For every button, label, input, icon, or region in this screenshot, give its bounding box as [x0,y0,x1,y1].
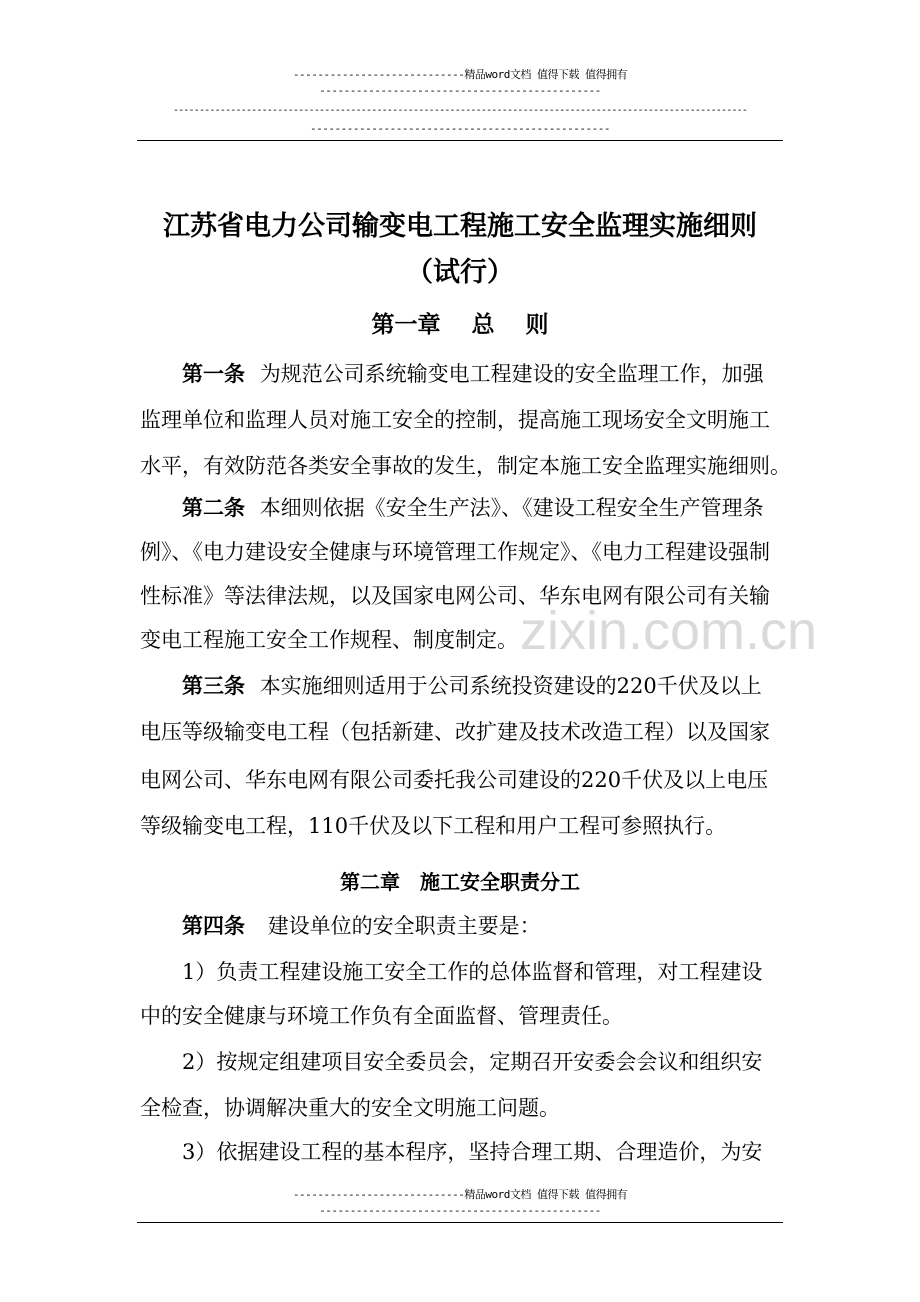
article-1-line-1 [182,360,764,388]
article-4-line-1 [182,912,541,940]
article-3-line-3: 电网公司、华东电网有限公司委托我公司建设的220千伏及以上电压 [140,768,769,792]
chapter-2-heading: 第二章 施工安全职责分工 [340,870,580,894]
header-rule [137,140,783,141]
article-1-label: 第一条 [182,361,245,386]
article-1-line-3: 水平，有效防范各类安全事故的发生，制定本施工安全监理实施细则。 [140,454,791,478]
article-2-label: 第二条 [182,495,245,520]
footer-rule [137,1222,783,1223]
header-line-3: -------------------------------------------------------------------------------------------------------------- [172,105,748,116]
article-2-line-3: 性标准》等法律法规，以及国家电网公司、华东电网有限公司有关输 [140,584,770,608]
header-line-4: ------------------------------------------------- [309,122,610,135]
article-3-text-1: 本实施细则适用于公司系统投资建设的220千伏及以上 [259,674,762,698]
article-3-label: 第三条 [182,673,245,698]
header-line-1: ----------------------------精品word文档 值得下载 值得拥有 [292,68,628,81]
article-3-line-1 [182,672,762,700]
item-2-line-2: 全检查，协调解决重大的安全文明施工问题。 [140,1096,560,1120]
header-line-2: ---------------------------------------------- [319,84,601,97]
article-3-line-2: 电压等级输变电工程（包括新建、改扩建及技术改造工程）以及国家 [140,720,770,744]
article-1-text-1: 为规范公司系统输变电工程建设的安全监理工作，加强 [259,362,764,386]
article-2-line-2: 例》、《电力建设安全健康与环境管理工作规定》、《电力工程建设强制 [140,540,770,564]
item-1-line-2: 中的安全健康与环境工作负有全面监督、管理责任。 [140,1004,623,1028]
footer-line-2: ---------------------------------------------- [319,1204,601,1217]
article-4-text: 建设单位的安全职责主要是： [267,914,541,938]
document-title: 江苏省电力公司输变电工程施工安全监理实施细则 [163,211,757,242]
document-subtitle: （试行） [406,257,514,288]
chapter-1-heading: 第一章 总 则 [371,311,549,338]
item-1-line-1: 1）负责工程建设施工安全工作的总体监督和管理，对工程建设 [182,960,763,984]
article-4-label: 第四条 [182,913,245,938]
article-2-text-1: 本细则依据《安全生产法》、《建设工程安全生产管理条 [259,496,764,520]
article-1-line-2: 监理单位和监理人员对施工安全的控制，提高施工现场安全文明施工 [140,408,770,432]
item-2-line-1: 2）按规定组建项目安全委员会，定期召开安委会会议和组织安 [182,1050,763,1074]
article-3-line-4: 等级输变电工程，110千伏及以下工程和用户工程可参照执行。 [140,814,727,838]
item-3-line-1: 3）依据建设工程的基本程序，坚持合理工期、合理造价，为安 [182,1140,763,1164]
footer-line-1: ----------------------------精品word文档 值得下载 值得拥有 [292,1188,628,1201]
site-watermark: zixin.com.cn [520,601,818,661]
article-2-line-4: 变电工程施工安全工作规程、制度制定。 [140,628,518,652]
article-2-line-1 [182,494,764,522]
